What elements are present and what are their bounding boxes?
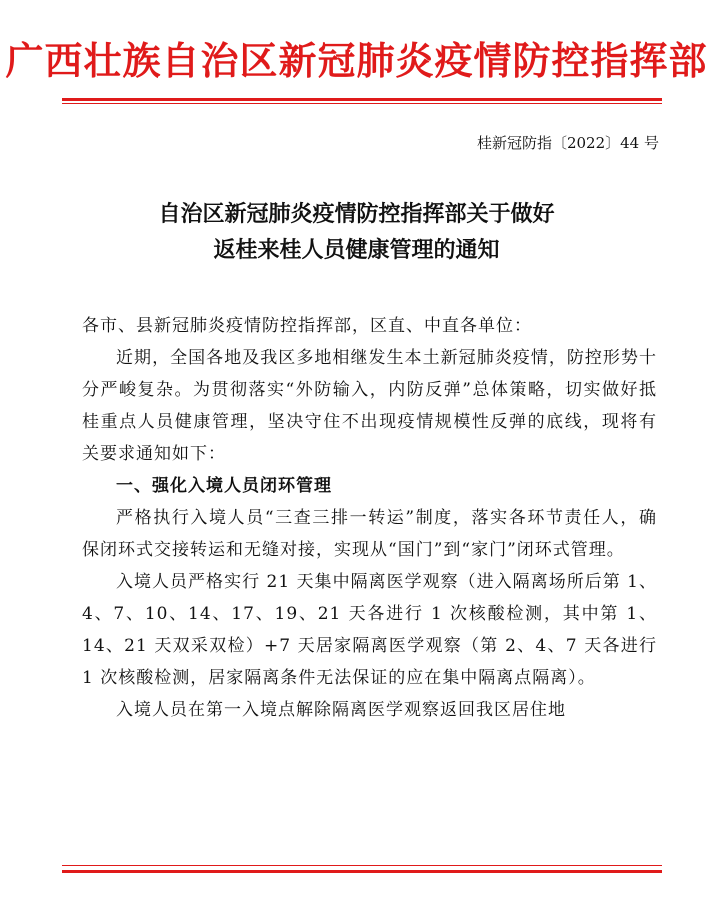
paragraph-entry-closed-loop: 严格执行入境人员“三查三排一转运”制度，落实各环节责任人，确保闭环式交接转运和无缝对接，实现从“国门”到“家门”闭环式管理。 [82,508,657,560]
document-title-line-2: 返桂来桂人员健康管理的通知 [213,237,500,263]
salutation: 各市、县新冠肺炎疫情防控指挥部，区直、中直各单位： [82,316,532,336]
issuing-authority-header: 广西壮族自治区新冠肺炎疫情防控指挥部 [5,38,708,83]
section-heading-1: 一、强化入境人员闭环管理 [116,476,332,496]
document-title-line-1: 自治区新冠肺炎疫情防控指挥部关于做好 [158,201,555,227]
footer-red-rule [62,870,662,873]
document-number: 桂新冠防指〔2022〕44 号 [476,134,659,152]
document-body [82,310,657,726]
document-title [0,196,713,268]
paragraph-intro: 近期，全国各地及我区多地相继发生本土新冠肺炎疫情，防控形势十分严峻复杂。为贯彻落实“外防输入，内防反弹”总体策略，切实做好抵桂重点人员健康管理，坚决守住不出现疫情规模性反弹的底线，现将有关要求通知如下： [82,348,657,464]
paragraph-quarantine-rules: 入境人员严格实行 21 天集中隔离医学观察（进入隔离场所后第 1、4、7、10、14、17、19、21 天各进行 1 次核酸检测，其中第 1、14、21 天双采双检）+7 天居家隔离医学观察（第 2、4、7 天各进行 1 次核酸检测，居家隔离条件无法保证的应在集中隔离点隔离）。 [82,572,657,688]
header-red-rule [62,98,662,101]
paragraph-return-residence: 入境人员在第一入境点解除隔离医学观察返回我区居住地 [116,700,566,720]
